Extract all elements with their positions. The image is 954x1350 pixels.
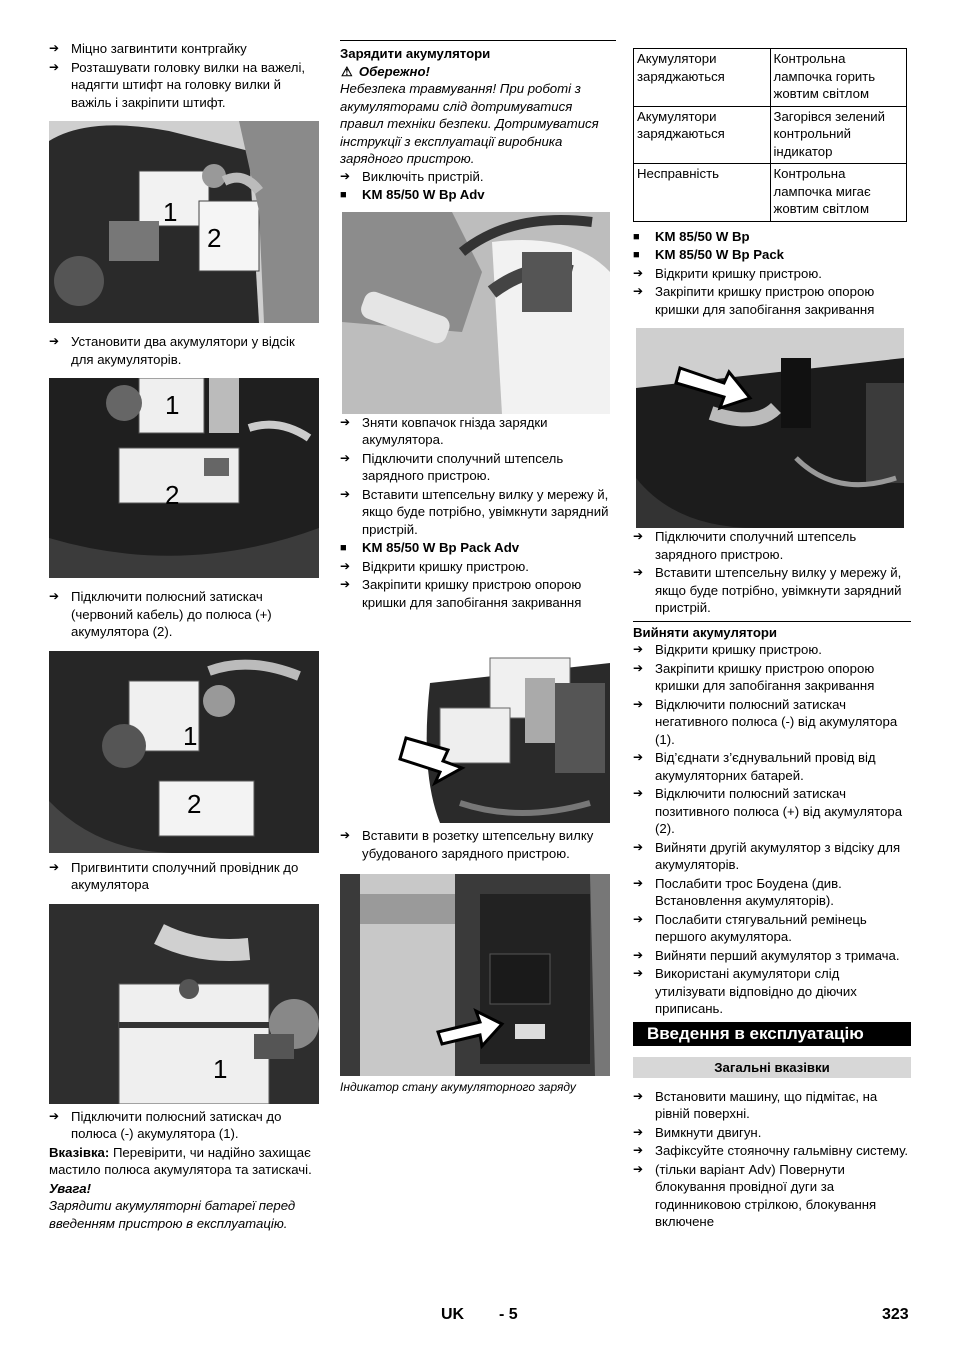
arrow-right-icon: ➔ [49, 41, 60, 55]
arrow-right-icon: ➔ [633, 1088, 644, 1103]
caution-text: Небезпека травмування! При роботі з акумуляторами слід дотримуватися правил техніки безпеки. Дотримуватися інструкції з експлуатації виробника зарядного пристрою. [340, 81, 599, 166]
step-item: ➔ Від’єднати з’єднувальний провід від акумуляторних батарей. [633, 750, 876, 783]
step-item: ➔ Відкрити кришку пристрою. [633, 265, 822, 281]
arrow-right-icon: ➔ [633, 696, 644, 711]
subsection-title-general: Загальні вказівки [633, 1057, 911, 1078]
section-heading-charge: Зарядити акумулятори [340, 40, 616, 63]
column-1 [49, 40, 319, 1232]
arrow-right-icon: ➔ [340, 486, 351, 501]
image-caption: Індикатор стану акумуляторного заряду [340, 1080, 576, 1094]
photo-built-in-charger [340, 623, 610, 823]
arrow-right-icon: ➔ [633, 875, 644, 890]
attention-text: Зарядити акумуляторні батареї перед введенням пристрою в експлуатацію. [49, 1198, 296, 1231]
arrow-right-icon: ➔ [633, 911, 644, 926]
arrow-right-icon: ➔ [633, 660, 644, 675]
photo-clamp-positive [49, 651, 319, 853]
step-item: ➔ Підключити сполучний штепсель зарядного пристрою. [340, 450, 564, 483]
square-bullet-icon: ■ [633, 230, 640, 243]
arrow-right-icon: ➔ [49, 59, 60, 74]
arrow-right-icon: ➔ [49, 1108, 60, 1123]
step-item: ➔ Вимкнути двигун. [633, 1124, 762, 1140]
square-bullet-icon: ■ [633, 249, 640, 261]
attention-label: Увага! [49, 1180, 91, 1196]
step-item: ➔ Підключити сполучний штепсель зарядного пристрою. [633, 529, 857, 562]
step-item: ➔ Зняти ковпачок гнізда зарядки акумулятора. [340, 414, 548, 447]
photo-battery-compartment [49, 378, 319, 578]
model-item: ■ KM 85/50 W Bp Pack Adv [340, 539, 616, 557]
section-heading-remove: Вийняти акумулятори [633, 621, 911, 642]
step-item: ➔ Установити два акумулятори у відсік для акумуляторів. [49, 334, 295, 367]
arrow-right-icon: ➔ [49, 334, 60, 348]
step-item: ➔ Послабити трос Боудена (див. Встановлення акумуляторів). [633, 875, 842, 908]
step-item: ➔ Послабити стягувальний ремінець першого акумулятора. [633, 911, 867, 944]
arrow-right-icon: ➔ [633, 284, 644, 298]
callout-2: 2 [207, 223, 222, 253]
step-item: ➔ Відключити полюсний затискач негативного полюса (-) від акумулятора (1). [633, 696, 898, 747]
photo-charging-socket [342, 212, 610, 414]
step-item: ➔ Вставити в розетку штепсельну вилку убудованого зарядного пристрою. [340, 828, 594, 861]
arrow-right-icon: ➔ [340, 828, 351, 842]
arrow-right-icon: ➔ [633, 947, 644, 962]
arrow-right-icon: ➔ [49, 859, 60, 874]
arrow-right-icon: ➔ [633, 642, 644, 656]
callout-2: 2 [187, 788, 202, 819]
step-item: ➔ (тільки варіант Adv) Повернути блокування провідної дуги за годинниковою стрілкою, блокування включене [633, 1161, 877, 1229]
footer-language: UK [441, 1306, 465, 1323]
arrow-right-icon: ➔ [340, 577, 351, 591]
callout-1: 1 [183, 720, 198, 751]
step-item: ➔ Зафіксуйте стояночну гальмівну систему. [633, 1143, 909, 1158]
step-item: ➔ Закріпити кришку пристрою опорою кришки для запобігання закривання [340, 577, 582, 610]
step-item: ➔ Вставити штепсельну вилку у мережу й, якщо буде потрібно, увімкнути зарядний пристрій. [340, 486, 609, 537]
arrow-right-icon: ➔ [633, 1124, 644, 1139]
square-bullet-icon: ■ [340, 189, 347, 201]
arrow-right-icon: ➔ [49, 589, 60, 603]
column-3 [633, 48, 911, 1232]
charge-status-table [633, 48, 907, 222]
callout-1: 1 [165, 390, 180, 420]
step-item: ➔ Розташувати головку вилки на важелі, надягти штифт на головку вилки й важіль і закріпити штифт. [49, 59, 306, 110]
callout-1: 1 [163, 197, 178, 227]
table-cell: Несправність [634, 164, 771, 222]
square-bullet-icon: ■ [340, 542, 347, 554]
table-cell: Загорівся зелений контрольний індикатор [770, 106, 907, 164]
step-item: ➔ Закріпити кришку пристрою опорою кришки для запобігання закривання [633, 660, 875, 693]
step-item: ➔ Вийняти перший акумулятор з тримача. [633, 947, 900, 963]
arrow-right-icon: ➔ [633, 786, 644, 800]
table-cell: Акумулятори заряджаються [634, 49, 771, 107]
step-item: ➔ Вставити штепсельну вилку у мережу й, якщо буде потрібно, увімкнути зарядний пристрій. [633, 565, 902, 615]
photo-battery-install [49, 121, 319, 323]
photo-charge-indicator [340, 874, 610, 1076]
step-item: ➔ Відключити полюсний затискач позитивного полюса (+) від акумулятора (2). [633, 786, 903, 836]
callout-2: 2 [165, 480, 180, 510]
step-item: ➔ Встановити машину, що підмітає, на рівній поверхні. [633, 1088, 878, 1121]
arrow-right-icon: ➔ [633, 966, 644, 980]
model-item: ■ KM 85/50 W Bp [633, 228, 911, 246]
arrow-right-icon: ➔ [633, 750, 644, 764]
arrow-right-icon: ➔ [340, 168, 351, 183]
table-row [634, 164, 907, 222]
arrow-right-icon: ➔ [633, 529, 644, 543]
arrow-right-icon: ➔ [340, 414, 351, 429]
step-item: ➔ Міцно загвинтити контргайку [49, 41, 247, 56]
step-item: ➔ Відкрити кришку пристрою. [633, 642, 822, 657]
note: Вказівка: Перевірити, чи надійно захищає мастило полюса акумулятора та затискачі. [49, 1144, 312, 1177]
arrow-right-icon: ➔ [633, 565, 644, 579]
model-item: ■ KM 85/50 W Bp Adv [340, 186, 616, 204]
step-item: ➔ Виключіть пристрій. [340, 168, 484, 184]
section-title-commissioning: Введення в експлуатацію [633, 1022, 911, 1046]
arrow-right-icon: ➔ [340, 450, 351, 465]
step-item: ➔ Підключити полюсний затискач до полюса (-) акумулятора (1). [49, 1108, 282, 1141]
arrow-right-icon: ➔ [633, 265, 644, 280]
step-item: ➔ Використані акумулятори слід утилізувати відповідно до діючих приписань. [633, 966, 857, 1016]
table-cell: Акумулятори заряджаються [634, 106, 771, 164]
table-cell: Контрольна лампочка мигає жовтим світлом [770, 164, 907, 222]
arrow-right-icon: ➔ [633, 1161, 644, 1176]
table-row [634, 49, 907, 107]
arrow-right-icon: ➔ [633, 1143, 644, 1157]
table-row [634, 106, 907, 164]
footer-page-number: 323 [882, 1306, 909, 1323]
step-item: ➔ Пригвинтити сполучний провідник до акумулятора [49, 859, 299, 892]
model-item: ■ KM 85/50 W Bp Pack [633, 246, 911, 264]
arrow-right-icon: ➔ [340, 558, 351, 573]
callout-1: 1 [213, 1053, 228, 1084]
step-item: ➔ Закріпити кришку пристрою опорою кришки для запобігання закривання [633, 284, 875, 317]
caution-heading: ⚠ Обережно! [341, 63, 430, 79]
warning-triangle-icon: ⚠ [341, 63, 353, 79]
step-item: ➔ Вийняти другій акумулятор з відсіку для акумуляторів. [633, 839, 901, 872]
photo-charger-connector [636, 328, 904, 528]
step-item: ➔ Підключити полюсний затискач (червоний кабель) до полюса (+) акумулятора (2). [49, 589, 272, 639]
step-item: ➔ Відкрити кришку пристрою. [340, 558, 529, 574]
column-2 [340, 40, 616, 1094]
table-cell: Контрольна лампочка горить жовтим світлом [770, 49, 907, 107]
footer-local-page: - 5 [499, 1306, 518, 1323]
arrow-right-icon: ➔ [633, 839, 644, 854]
photo-connector [49, 904, 319, 1104]
